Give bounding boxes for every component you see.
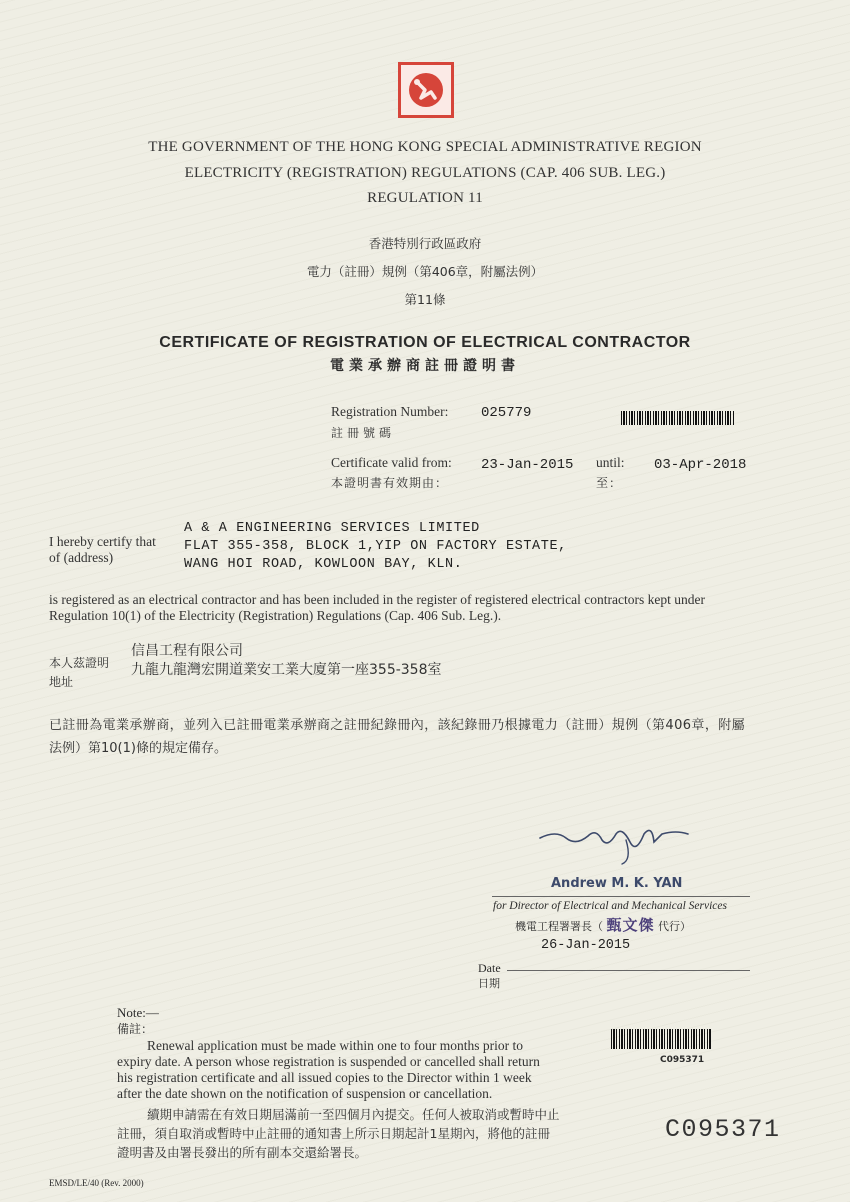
note-label: Note:— [117, 1005, 159, 1020]
serial-barcode [611, 1029, 712, 1049]
date-label-zh: 日期 [478, 977, 500, 990]
registration-number-label: Registration Number: [331, 404, 449, 419]
valid-until-label-zh: 至： [596, 476, 623, 490]
valid-until-value: 03-Apr-2018 [654, 457, 747, 473]
registration-barcode [621, 411, 735, 425]
signatory-chop: 甄文傑 [606, 916, 655, 934]
registration-statement-zh-line2: 法例）第10(1)條的規定備存。 [49, 741, 227, 756]
signatory-capacity-zh-pre: 機電工程署署長（ [515, 920, 603, 933]
note-line4: after the date shown on the notification of suspension or cancellation. [117, 1086, 493, 1101]
contractor-address-line2: WANG HOI ROAD, KOWLOON BAY, KLN. [184, 557, 463, 572]
note-line2-zh: 註冊，須自取消或暫時中止註冊的通知書上所示日期起計1星期內，將他的註冊 [117, 1126, 550, 1141]
certificate-title: CERTIFICATE OF REGISTRATION OF ELECTRICAL CONTRACTOR [159, 334, 691, 351]
header-government-zh: 香港特別行政區政府 [368, 236, 482, 251]
contractor-name-zh: 信昌工程有限公司 [131, 643, 243, 659]
note-line3: his registration certificate and all issued copies to the Director within 1 week [117, 1070, 532, 1085]
header-regulations: ELECTRICITY (REGISTRATION) REGULATIONS (CAP. 406 SUB. LEG.) [184, 165, 666, 181]
header-regulation-number-zh: 第11條 [404, 292, 446, 307]
header-government: THE GOVERNMENT OF THE HONG KONG SPECIAL ADMINISTRATIVE REGION [148, 139, 702, 155]
note-line1-zh: 續期申請需在有效日期屆滿前一至四個月內提交。任何人被取消或暫時中止 [147, 1107, 560, 1122]
valid-from-value: 23-Jan-2015 [481, 457, 574, 473]
valid-until-label: until: [596, 455, 625, 470]
date-label: Date [478, 961, 501, 975]
signature-image [536, 820, 696, 868]
signatory-name: Andrew M. K. YAN [551, 876, 683, 891]
address-label: of (address) [49, 550, 114, 565]
registration-number-value: 025779 [481, 405, 532, 421]
serial-number-small: C095371 [660, 1055, 705, 1065]
signature-line [492, 896, 750, 897]
emsd-logo [398, 62, 454, 118]
note-line1: Renewal application must be made within one to four months prior to [147, 1038, 524, 1053]
signatory-capacity: for Director of Electrical and Mechanical Services [493, 900, 727, 912]
signature-date-value: 26-Jan-2015 [541, 938, 631, 953]
logo-emblem-icon [401, 65, 451, 115]
header-regulations-zh: 電力（註冊）規例（第406章，附屬法例） [306, 264, 544, 279]
date-line [507, 970, 750, 971]
valid-from-label: Certificate valid from: [331, 455, 452, 470]
address-label-zh: 地址 [49, 675, 74, 689]
certify-label: I hereby certify that [49, 534, 156, 549]
contractor-address-line1: FLAT 355-358, BLOCK 1,YIP ON FACTORY ESTATE, [184, 539, 567, 554]
registration-statement-line1: is registered as an electrical contractor and has been included in the register of registered electrical contractors kept under [49, 592, 705, 607]
registration-statement-zh-line1: 已註冊為電業承辦商，並列入已註冊電業承辦商之註冊紀錄冊內，該紀錄冊乃根據電力（註冊）規例（第406章，附屬 [49, 718, 746, 733]
note-line3-zh: 證明書及由署長發出的所有副本交還給署長。 [117, 1145, 368, 1160]
contractor-address-zh: 九龍九龍灣宏開道業安工業大廈第一座355-358室 [131, 662, 442, 678]
valid-from-label-zh: 本證明書有效期由： [331, 476, 449, 490]
note-label-zh: 備註： [117, 1022, 154, 1036]
header-regulation-number: REGULATION 11 [367, 190, 483, 206]
note-line2: expiry date. A person whose registration is suspended or cancelled shall return [117, 1054, 540, 1069]
serial-number-large: C095371 [665, 1115, 781, 1144]
form-code: EMSD/LE/40 (Rev. 2000) [49, 1178, 144, 1188]
signatory-capacity-zh [515, 914, 691, 935]
certify-label-zh: 本人茲證明 [49, 656, 110, 670]
contractor-name: A & A ENGINEERING SERVICES LIMITED [184, 521, 480, 536]
signatory-capacity-zh-post: 代行） [658, 920, 692, 933]
registration-number-label-zh: 註冊號碼 [331, 426, 396, 440]
registration-statement-line2: Regulation 10(1) of the Electricity (Registration) Regulations (Cap. 406 Sub. Leg.). [49, 608, 502, 623]
certificate-title-zh: 電業承辦商註冊證明書 [330, 358, 520, 374]
